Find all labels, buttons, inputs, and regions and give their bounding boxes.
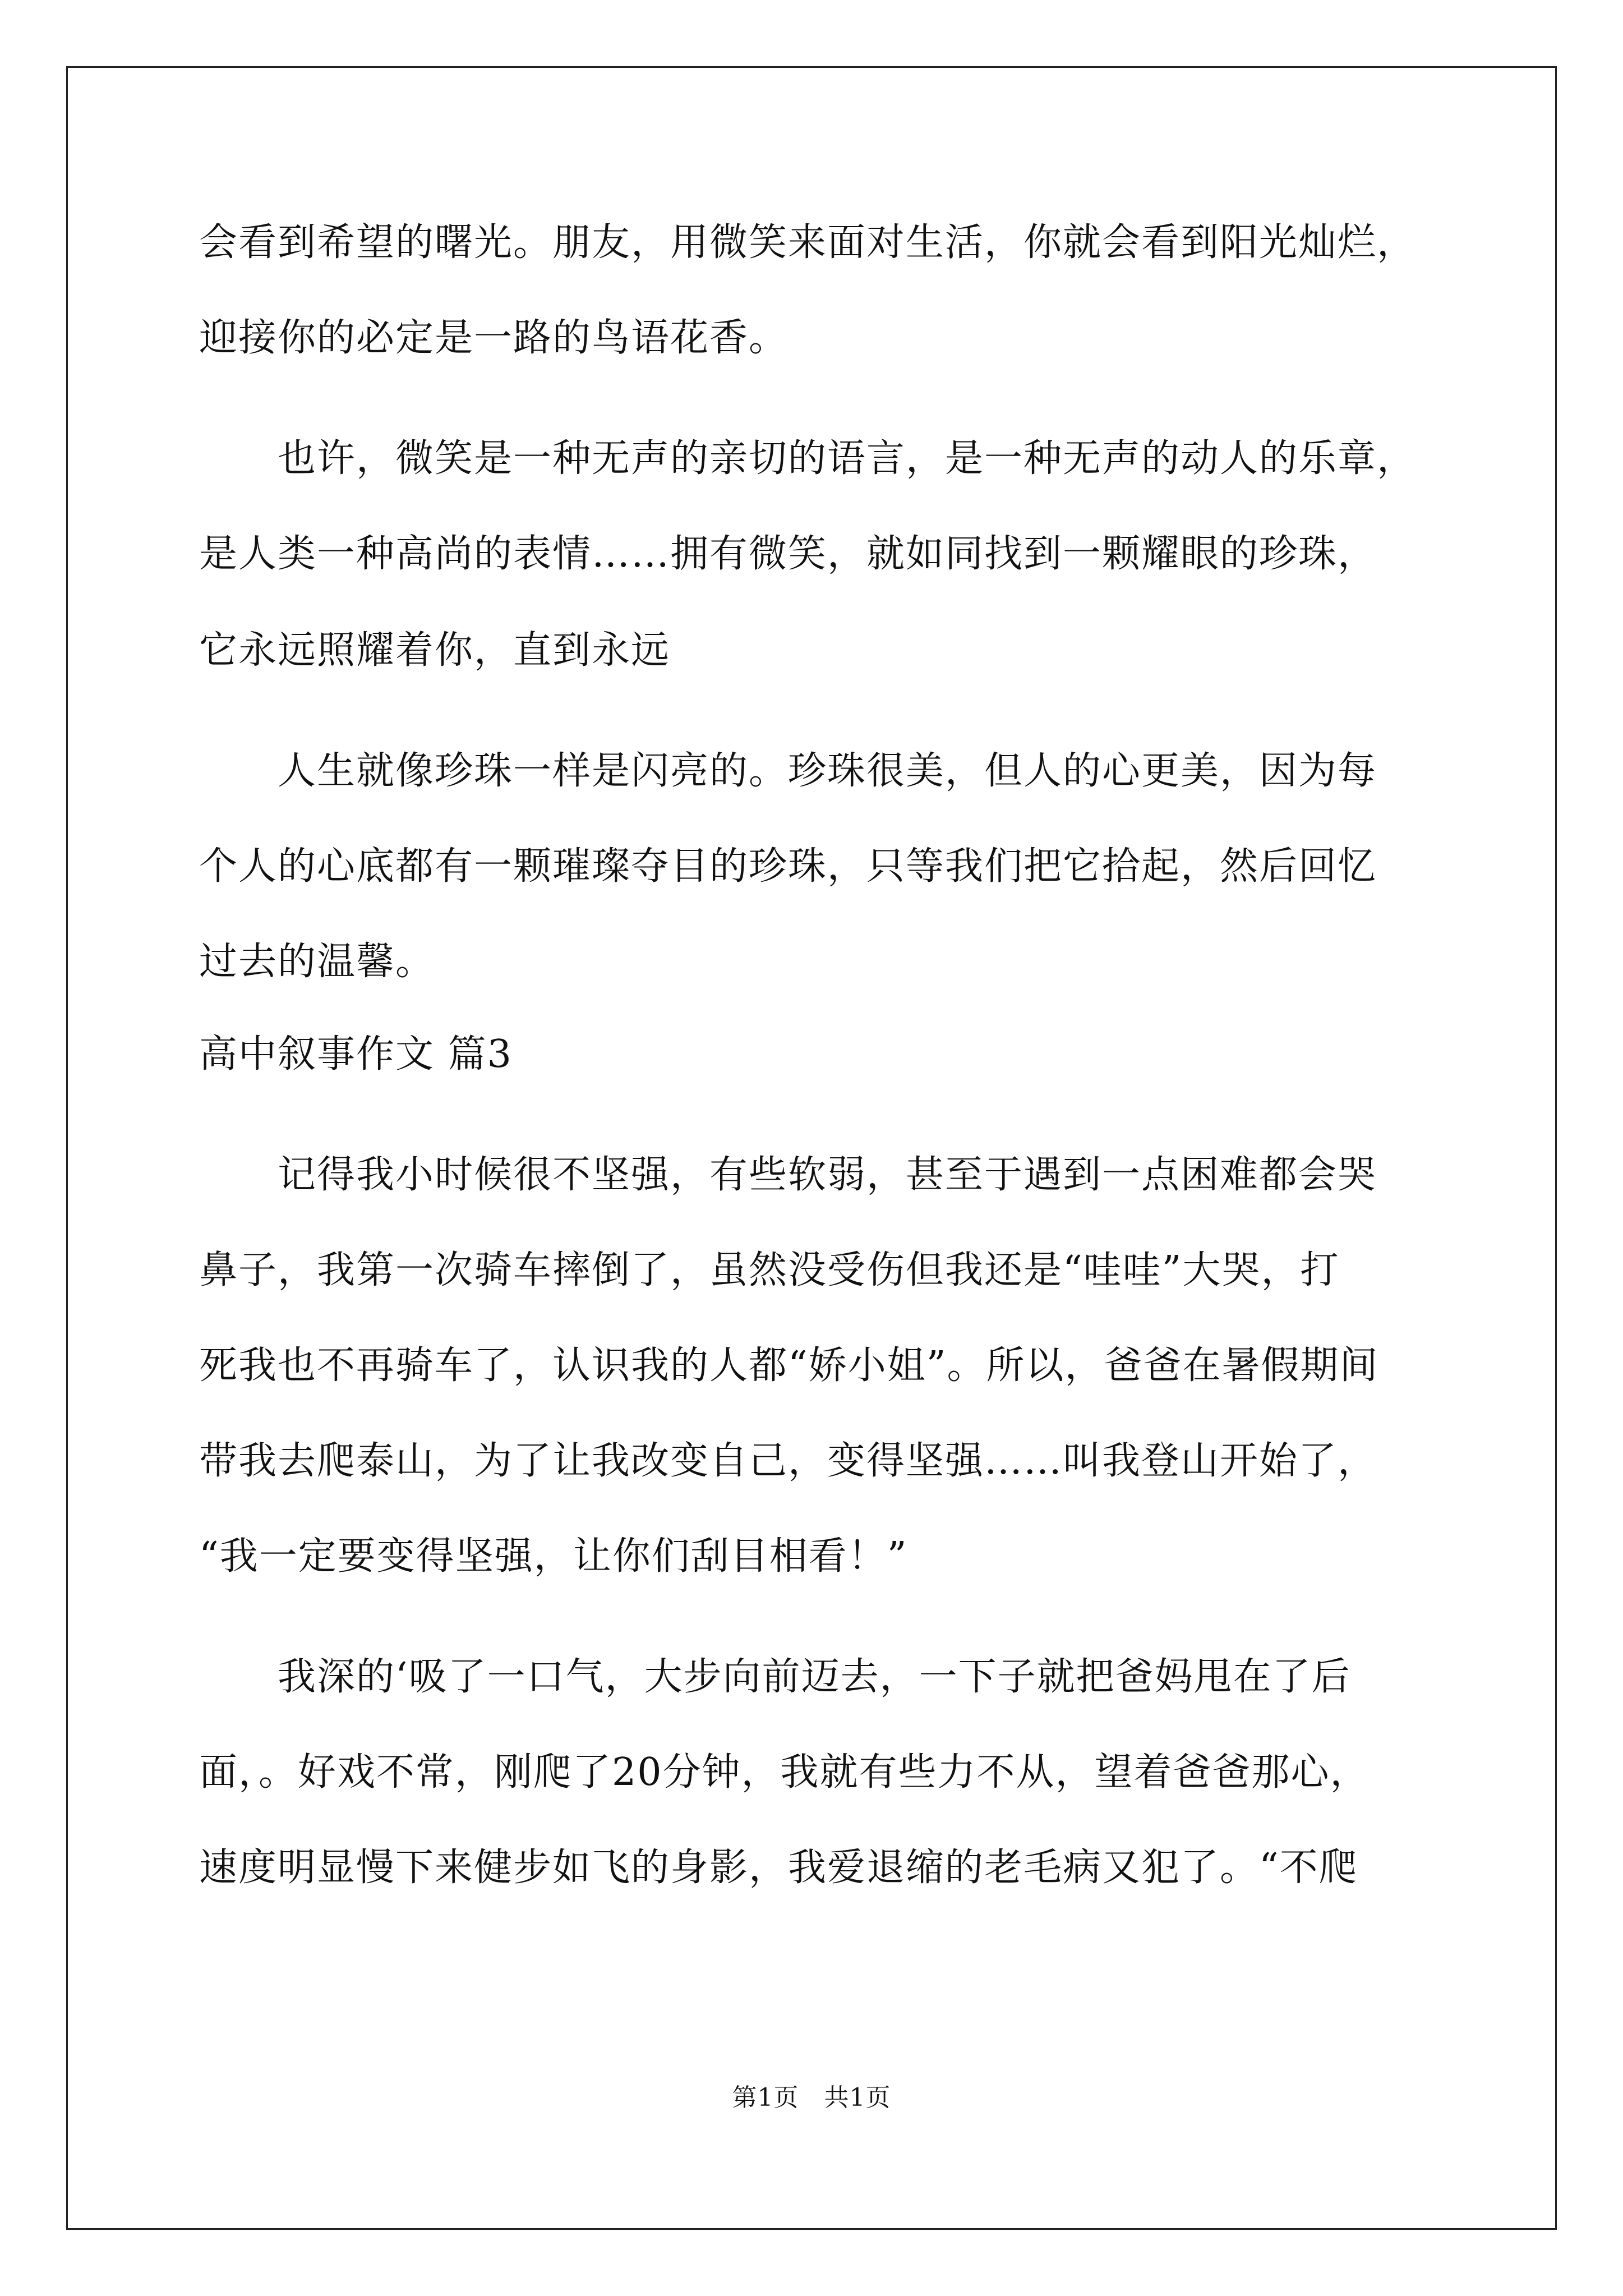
section-heading: 高中叙事作文 篇3 bbox=[199, 1032, 513, 1076]
text-line: 面，。好戏不常，刚爬了20分钟，我就有些力不从，望着爸爸那心， bbox=[199, 1750, 1370, 1795]
text-line: 我深的‘吸了一口气，大步向前迈去，一下子就把爸妈甩在了后 bbox=[199, 1655, 1351, 1699]
page-border bbox=[66, 66, 1557, 2230]
text-line: 人生就像珍珠一样是闪亮的。珍珠很美，但人的心更美，因为每 bbox=[199, 749, 1377, 793]
text-line: 速度明显慢下来健步如飞的身影，我爱退缩的老毛病又犯了。“不爬 bbox=[199, 1846, 1358, 1890]
text-line: 带我去爬泰山，为了让我改变自己，变得坚强……叫我登山开始了， bbox=[199, 1439, 1377, 1483]
text-line: 死我也不再骑车了，认识我的人都“娇小姐”。所以，爸爸在暑假期间 bbox=[199, 1343, 1379, 1388]
text-line: 它永远照耀着你，直到永远 bbox=[199, 628, 671, 673]
text-line: 也许，微笑是一种无声的亲切的语言，是一种无声的动人的乐章， bbox=[199, 436, 1417, 481]
text-line: 记得我小时候很不坚强，有些软弱，甚至于遇到一点困难都会哭 bbox=[199, 1153, 1377, 1197]
text-line: 个人的心底都有一颗璀璨夺目的珍珠，只等我们把它拾起，然后回忆 bbox=[199, 844, 1377, 889]
text-line: 过去的温馨。 bbox=[199, 940, 435, 984]
text-line: 是人类一种高尚的表情……拥有微笑，就如同找到一颗耀眼的珍珠， bbox=[199, 532, 1377, 576]
page-number: 第1页 共1页 bbox=[732, 2083, 891, 2112]
text-line: 鼻子，我第一次骑车摔倒了，虽然没受伤但我还是“哇哇”大哭，打 bbox=[199, 1248, 1340, 1292]
text-line: 会看到希望的曙光。朋友，用微笑来面对生活，你就会看到阳光灿烂， bbox=[199, 220, 1417, 265]
text-line: 迎接你的必定是一路的鸟语花香。 bbox=[199, 316, 789, 360]
text-line: “我一定要变得坚强，让你们刮目相看！” bbox=[199, 1534, 908, 1579]
